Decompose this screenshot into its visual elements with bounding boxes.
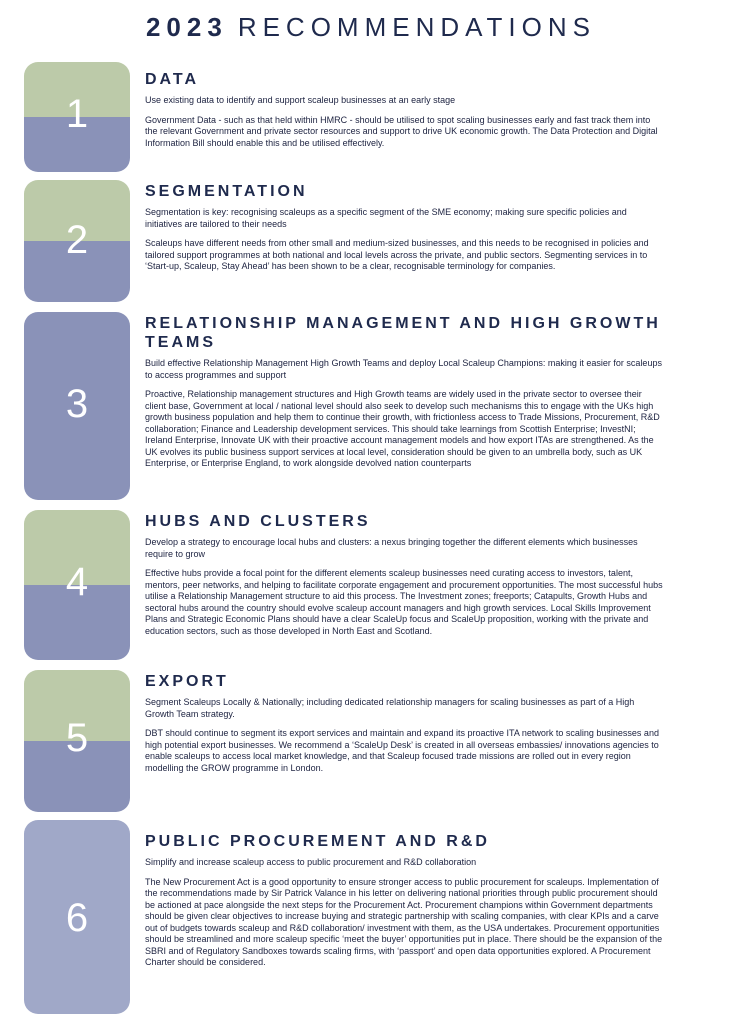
section-heading: RELATIONSHIP MANAGEMENT AND HIGH GROWTH TEAMS xyxy=(145,315,661,351)
section-body: Proactive, Relationship management structures and High Growth teams are widely used in the private sector to oversee their client base, Government at local / national level should also seek to develop such mechanisms this to engage with the UKs high growth business population and help them to continue their growth, with frictionless access to Trade Missions, Procurement, R&D collaboration; Finance and Leadership development services. This should take learnings from Scottish Enterprise; InvestNI; Ireland Enterprise, Innovate UK with their proactive account management models and how export ITAs are strengthened. As the UK evolves its public business support services at local level, consideration should be given to an umbrella body, such as UK Enterprise, or Enterprise England, to work alongside devolved nation counterparts xyxy=(145,389,660,468)
section-hubs-and-clusters xyxy=(145,512,665,637)
section-4-badge xyxy=(24,510,130,660)
section-5-badge xyxy=(24,670,130,812)
section-body: Scaleups have different needs from other small and medium-sized businesses, and this needs to be recognised in policies and tailored support programmes at both national and local levels across the private, and public sectors. Segmenting services in to ‘Start-up, Scaleup, Stay Ahead’ has been shown to be a clear, recognisable terminology for companies. xyxy=(145,238,649,271)
section-number: 2 xyxy=(65,218,89,262)
section-lead: Segment Scaleups Locally & Nationally; including dedicated relationship managers for scaling businesses as part of a High Growth Team strategy. xyxy=(145,697,635,719)
section-2-badge xyxy=(24,180,130,302)
section-1-badge xyxy=(24,62,130,172)
section-lead: Simplify and increase scaleup access to public procurement and R&D collaboration xyxy=(145,857,477,867)
section-heading: PUBLIC PROCUREMENT AND R&D xyxy=(145,833,490,850)
section-lead: Segmentation is key: recognising scaleups as a specific segment of the SME economy; making sure specific policies and initiatives are tailored to their needs xyxy=(145,207,627,229)
page-title xyxy=(0,12,742,43)
section-lead: Develop a strategy to encourage local hubs and clusters: a nexus bringing together the different elements which businesses require to grow xyxy=(145,537,638,559)
section-lead: Use existing data to identify and support scaleup businesses at an early stage xyxy=(145,95,456,105)
section-segmentation xyxy=(145,182,665,273)
section-body: DBT should continue to segment its export services and maintain and expand its proactive ITA network to scaling businesses and high potential export businesses. We recommend a ‘ScaleUp Desk’ is created in all overseas embassies/ innovations agencies to enable scaleups to access local market knowledge, and that Scaleup focused trade missions are rolled out in every region modelling the GROW programme in London. xyxy=(145,728,659,773)
section-data xyxy=(145,70,665,149)
section-heading: DATA xyxy=(145,71,200,88)
section-public-procurement xyxy=(145,832,665,969)
section-number: 4 xyxy=(65,560,89,604)
section-heading: HUBS AND CLUSTERS xyxy=(145,513,371,530)
section-number: 1 xyxy=(65,92,89,136)
title-year: 2023 xyxy=(145,12,228,42)
section-body: Government Data - such as that held within HMRC - should be utilised to spot scaling businesses early and fast track them into the relevant Government and private sector resources and support to drive UK economic growth. The Data Protection and Digital Information Bill should enable this and be utilised effectively. xyxy=(145,114,658,148)
section-3-badge xyxy=(24,312,130,500)
section-number: 5 xyxy=(65,716,89,760)
section-6-badge xyxy=(24,820,130,1014)
section-body: Effective hubs provide a focal point for the different elements scaleup businesses need curating access to investors, talent, mentors, peer networks, and helping to facilitate corporate engagement and procurement opportunities. The most successful hubs utilise a Relationship Management structure to aid this process. The Investment zones; freeports; Catapults, Growth Hubs and sectoral hubs around the country should evolve scaleup account managers and high growth services. Local Skills Improvement Plans and Strategic Economic Plans should have a clear ScaleUp focus and ScaleUp proposition, working with the private and education sectors, such as those developed in North East and Scotland. xyxy=(145,568,663,636)
section-heading: SEGMENTATION xyxy=(145,183,308,200)
section-body: The New Procurement Act is a good opportunity to ensure stronger access to public procurement for scaleups. Implementation of the recommendations made by Sir Patrick Valance in his letter on delivering national priorities through public procurement should be actioned at pace alongside the next steps for the Procurement Act. Procurement champions within Government departments should be given clear objectives to increase buying and strategic partnership with scaling companies, with clear KPIs and a carve out of budgets towards scaleup and R&D collaboration/ investment with them, as the USA undertakes. Procurement opportunities should be streamlined and more scaleup specific ‘meet the buyer’ opportunities put in place. There should be the expansion of the SBRI and of Regulatory Sandboxes towards scaling firms, with ‘passport’ and open data opportunities explored. A Procurement Charter should be considered. xyxy=(145,876,663,967)
section-relationship-management xyxy=(145,314,665,470)
title-text: RECOMMENDATIONS xyxy=(237,12,597,42)
section-number: 3 xyxy=(65,382,89,426)
section-number: 6 xyxy=(65,896,89,940)
section-export xyxy=(145,672,665,774)
section-lead: Build effective Relationship Management High Growth Teams and deploy Local Scaleup Champions: making it easier for scaleups to access programmes and support xyxy=(145,358,662,380)
section-heading: EXPORT xyxy=(145,673,229,690)
